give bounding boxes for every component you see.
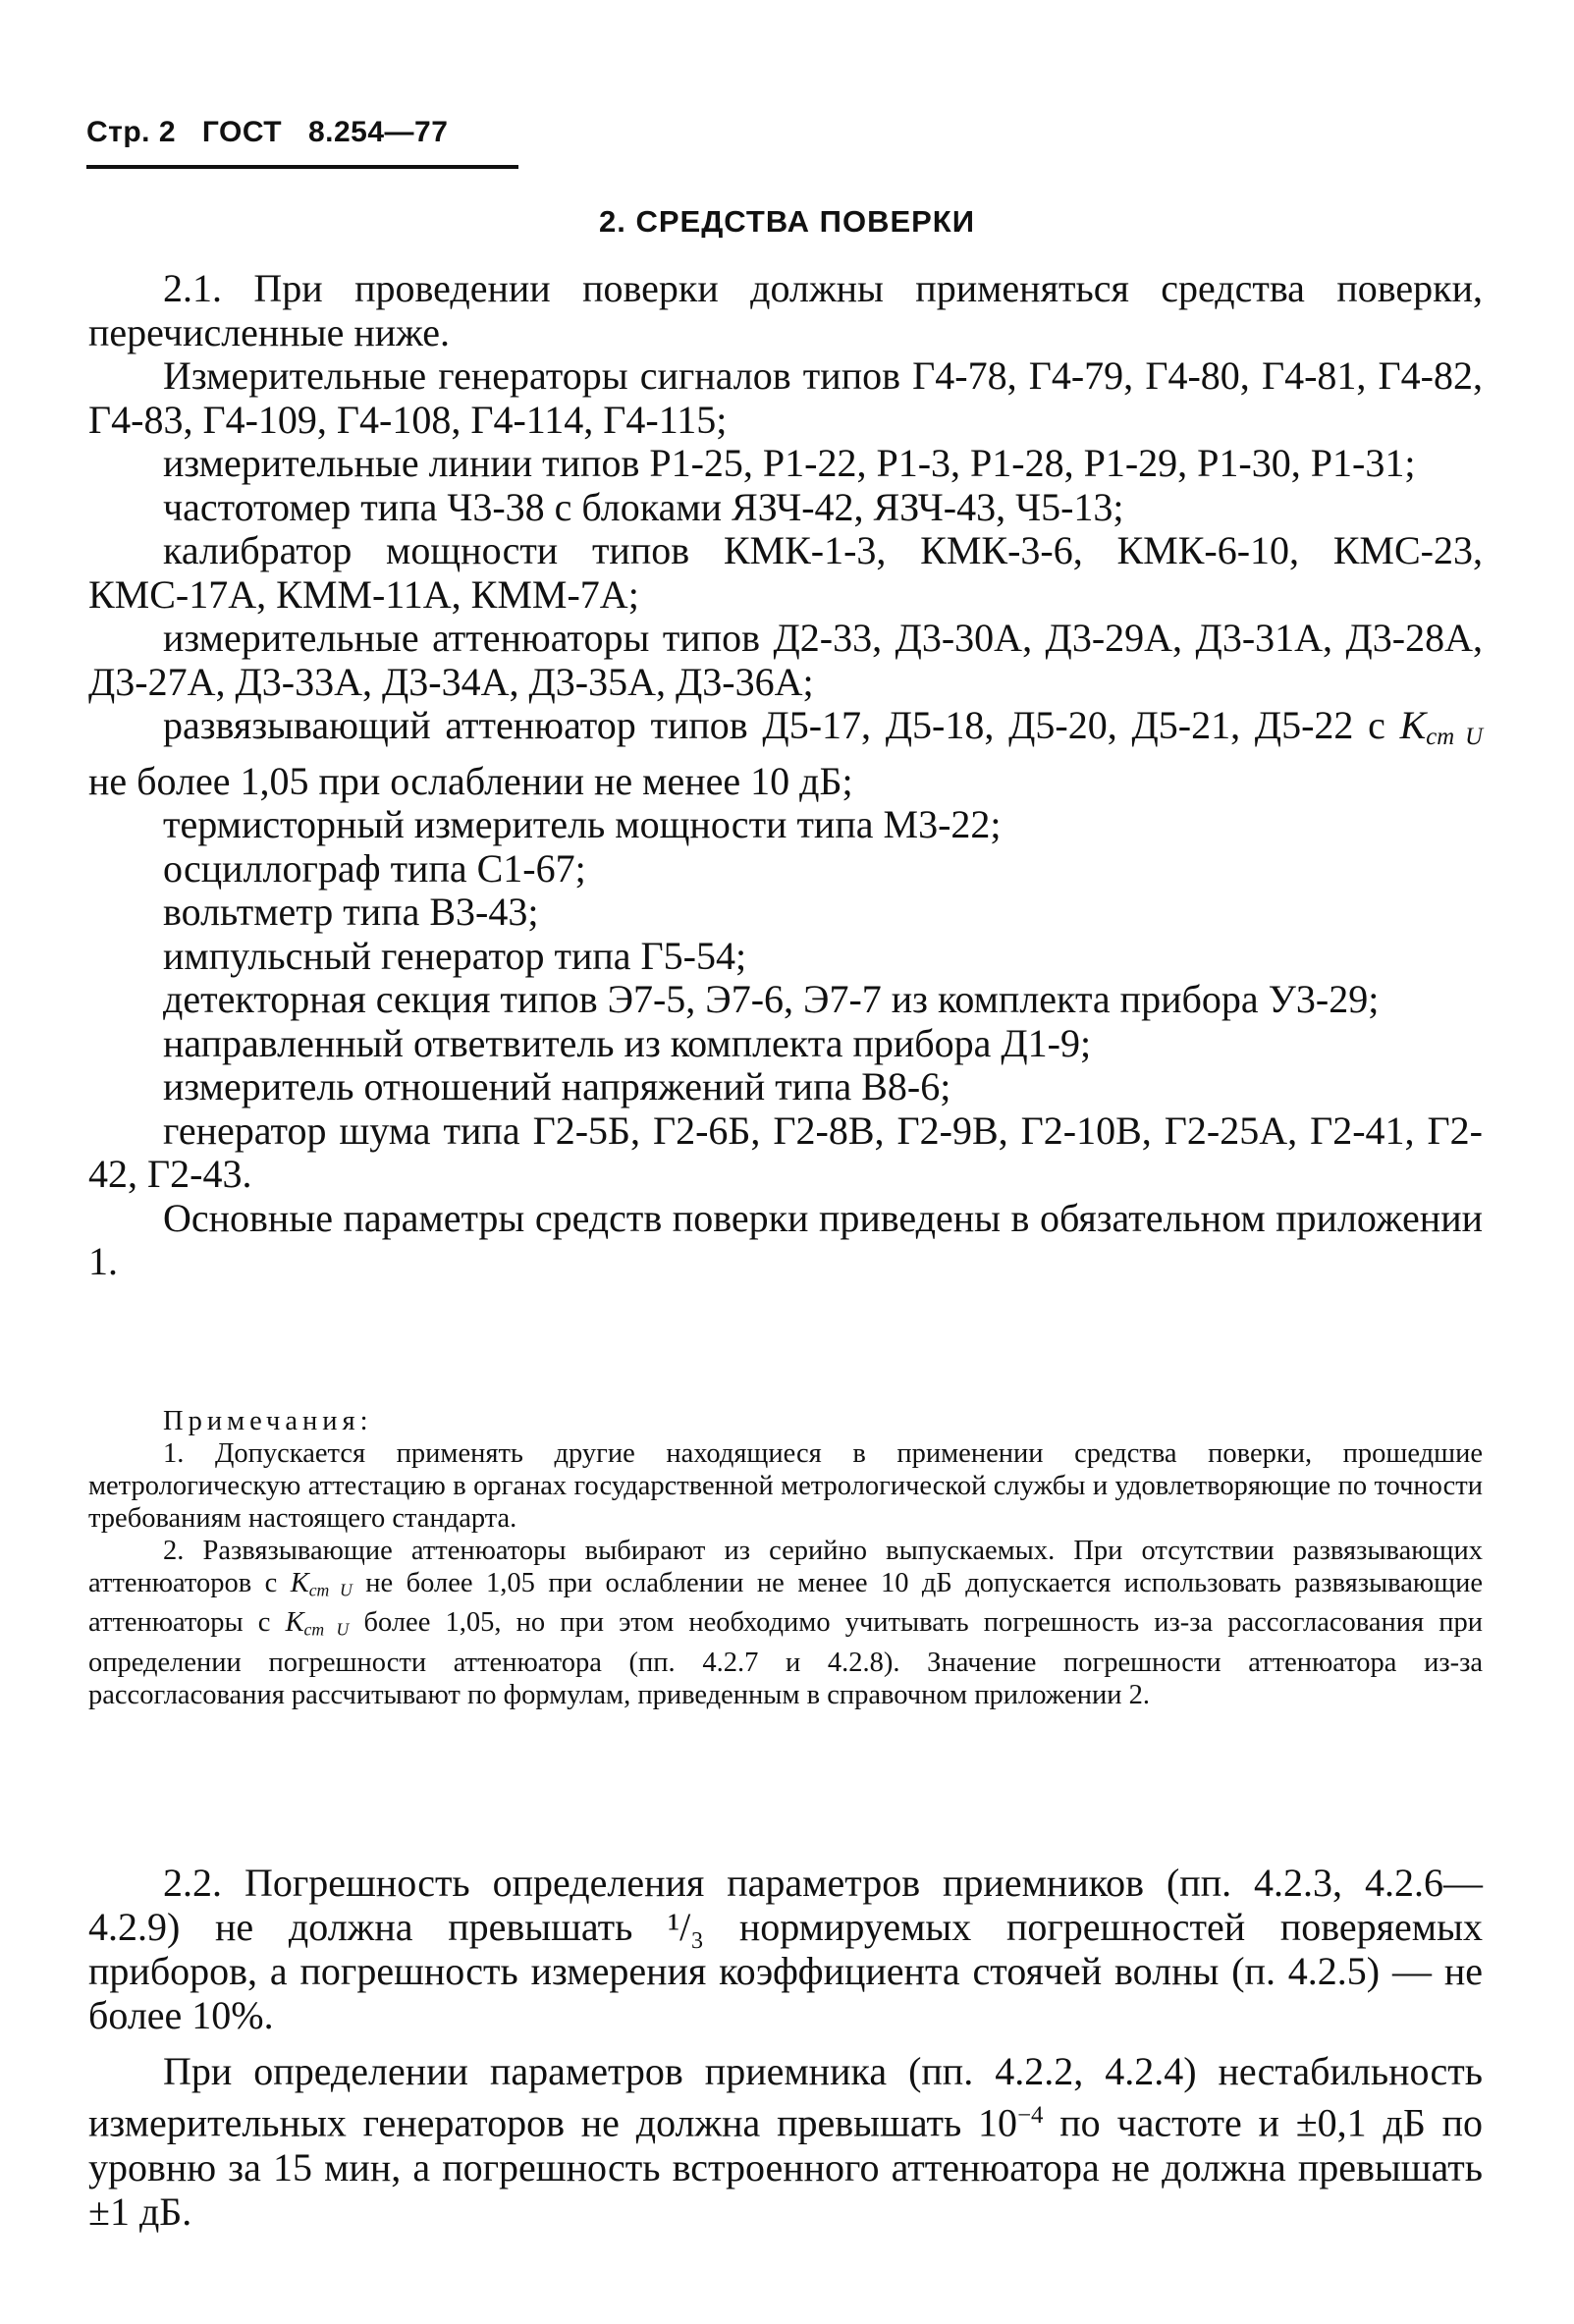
list-item: измеритель отношений напряжений типа В8-6; bbox=[163, 1064, 951, 1109]
standard-label: ГОСТ bbox=[201, 116, 283, 148]
list-item: калибратор мощности типов КМК-1-3, КМК-3-6, КМК-6-10, КМС-23, КМС-17А, КММ-11А, КММ-7А; bbox=[88, 528, 1483, 617]
k-symbol: К bbox=[285, 1607, 304, 1639]
k-symbol: К bbox=[290, 1568, 309, 1598]
list-item: измерительные аттенюаторы типов Д2-33, Д3-30А, Д3-29А, Д3-31А, Д3-28А, Д3-27А, Д3-33А, Д3-34А, Д3-35А, Д3-36А; bbox=[88, 616, 1483, 704]
attenuator-text-post: не более 1,05 при ослаблении не менее 10 дБ; bbox=[88, 758, 853, 803]
clause-2-2 bbox=[88, 1861, 1483, 2234]
running-header bbox=[86, 116, 465, 149]
clause-2-2-para-1 bbox=[88, 1861, 1483, 2037]
list-item: осциллограф типа С1-67; bbox=[163, 845, 586, 891]
note-2-text-c: более 1,05, но при этом необходимо учитывать погрешность из-за рассогласования при определении погрешности аттенюатора (пп. 4.2.7 и 4.2.8). Значение погрешности аттенюатора из-за рассогласования рассчитывают по формулам, приведенным в справочном приложении 2. bbox=[88, 1607, 1483, 1710]
clause-2-2-text-b: нормируемых погрешностей поверяемых приборов, а погрешность измерения коэффициента стоячей волны (п. 4.2.5) — не более 10%. bbox=[88, 1905, 1483, 2037]
k-symbol: К bbox=[1399, 703, 1427, 747]
clause-2-2-text-a: 2.2. Погрешность определения параметров приемников (пп. 4.2.3, 4.2.6—4.2.9) не должна превышать bbox=[88, 1861, 1483, 1949]
header-rule bbox=[86, 165, 518, 169]
standard-number: 8.254—77 bbox=[307, 116, 449, 148]
clause-2-2-para-2-b: по частоте и ±0,1 дБ по уровню за 15 мин, а погрешность встроенного аттенюатора не должна превышать ±1 дБ. bbox=[88, 2100, 1483, 2234]
list-item: частотомер типа Ч3-38 с блоками ЯЗЧ-42, ЯЗЧ-43, Ч5-13; bbox=[163, 484, 1124, 529]
notes-block bbox=[88, 1405, 1483, 1711]
note-2 bbox=[88, 1535, 1483, 1711]
k-subscript: ст U bbox=[303, 1619, 350, 1640]
page-label: Стр. 2 bbox=[86, 116, 177, 148]
note-1: 1. Допускается применять другие находящиеся в применении средства поверки, прошедшие метрологическую аттестацию в органах государственной метрологической службы и удовлетворяющие по точности требованиям настоящего стандарта. bbox=[88, 1438, 1483, 1534]
list-item: термисторный измеритель мощности типа М3-22; bbox=[163, 802, 1002, 847]
note-2-text-a: 2. Развязывающие аттенюаторы выбирают из серийно выпускаемых. При отсутствии развязывающих аттенюаторов с bbox=[88, 1536, 1483, 1598]
clause-2-2-para-2-a: При определении параметров приемника (пп. 4.2.2, 4.2.4) нестабильность измерительных генераторов не должна превышать 10 bbox=[88, 2049, 1483, 2145]
list-item: импульсный генератор типа Г5-54; bbox=[163, 933, 747, 978]
clause-2-1-intro: 2.1. При проведении поверки должны применяться средства поверки, перечисленные ниже. bbox=[88, 266, 1483, 354]
list-item: измерительные линии типов Р1-25, Р1-22, Р1-3, Р1-28, Р1-29, Р1-30, Р1-31; bbox=[163, 441, 1416, 485]
list-item: направленный ответвитель из комплекта прибора Д1-9; bbox=[163, 1020, 1092, 1065]
list-item-attenuator bbox=[88, 704, 1483, 803]
clause-2-1-closing: Основные параметры средств поверки приведены в обязательном приложении 1. bbox=[88, 1195, 1483, 1284]
clause-2-1 bbox=[88, 267, 1483, 1284]
list-item: Измерительные генераторы сигналов типов Г4-78, Г4-79, Г4-80, Г4-81, Г4-82, Г4-83, Г4-109, Г4-108, Г4-114, Г4-115; bbox=[88, 353, 1483, 442]
notes-heading: Примечания: bbox=[163, 1406, 373, 1436]
k-subscript: ст U bbox=[1426, 724, 1484, 751]
k-subscript: ст U bbox=[308, 1580, 353, 1600]
list-item: генератор шума типа Г2-5Б, Г2-6Б, Г2-8В, Г2-9В, Г2-10В, Г2-25А, Г2-41, Г2-42, Г2-43. bbox=[88, 1108, 1483, 1197]
list-item: вольтметр типа В3-43; bbox=[163, 890, 539, 935]
exponent: −4 bbox=[1017, 2102, 1044, 2129]
section-title: 2. СРЕДСТВА ПОВЕРКИ bbox=[598, 204, 976, 239]
note-2-text-b: не более 1,05 при ослаблении не менее 10 дБ допускается использовать развязывающие аттенюаторы с bbox=[88, 1568, 1483, 1639]
list-item: детекторная секция типов Э7-5, Э7-6, Э7-7 из комплекта прибора У3-29; bbox=[163, 977, 1380, 1022]
fraction-one-third: ¹/₃ bbox=[668, 1905, 705, 1949]
clause-2-2-para-2 bbox=[88, 2049, 1483, 2234]
attenuator-text-pre: развязывающий аттенюатор типов Д5-17, Д5-18, Д5-20, Д5-21, Д5-22 с bbox=[163, 703, 1400, 747]
